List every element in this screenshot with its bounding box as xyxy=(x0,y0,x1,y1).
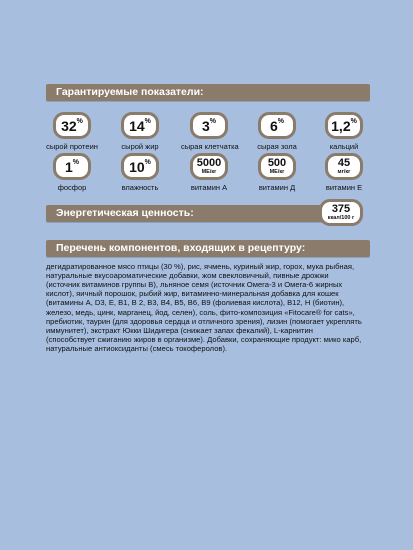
composition-title: Перечень компонентов, входящих в рецептуру: xyxy=(56,242,306,254)
stat-unit: % xyxy=(144,158,151,166)
stat-unit: МЕ/кг xyxy=(201,168,217,175)
stat-unit: % xyxy=(76,117,83,125)
stat-value: 1,2 xyxy=(331,117,351,134)
stat-protein xyxy=(44,112,100,151)
stat-badge xyxy=(258,153,296,180)
stat-vitamin-a xyxy=(181,153,237,192)
stat-label: влажность xyxy=(121,183,159,192)
guarantee-title: Гарантируемые показатели: xyxy=(56,86,204,98)
stat-unit: % xyxy=(144,117,151,125)
stat-fat xyxy=(112,112,168,151)
energy-unit: ккал/100 г xyxy=(327,214,355,221)
stat-unit: % xyxy=(350,117,357,125)
stat-label: витамин Е xyxy=(325,183,363,192)
energy-header-bar xyxy=(46,205,336,222)
stat-badge xyxy=(121,153,159,180)
composition-text: дегидратированное мясо птицы (30 %), рис, ячмень, куриный жир, горох, мука рыбная, натуральные вкусоароматические добавки, жом свекловичный, пивные дрожжи (источник витаминов группы В), льняное семя (источник Омега-3 и Омега-6 жирных кислот), яичный порошок, рыбий жир, витаминно-минеральная добавка для кошек (витамины A, D3, E, B1, B 2, B3, B4, B5, B6, B9 (фолиевая кислота), B12, H (биотин), железо, медь, цинк, марганец, йод, селен), соль, фито-композиция «Fitocare® for cats», пребиотик, таурин (для здоровья сердца и отличного зрения), лизин (помогает укреплять иммунитет), экстракт Юкки Шидигера (снижает запах фекалий), L-карнитин (способствует сжиганию жиров в организме). Добавки, сохраняющие продукт: мико карб, натуральные антиоксиданты (смесь токоферолов). xyxy=(46,262,362,353)
stat-value: 10 xyxy=(129,158,145,175)
stat-value: 6 xyxy=(269,117,278,134)
guarantee-header-bar xyxy=(46,84,370,101)
stat-label: сырой жир xyxy=(121,142,159,151)
stat-badge xyxy=(190,153,228,180)
stat-phosphorus xyxy=(44,153,100,192)
energy-title: Энергетическая ценность: xyxy=(56,207,194,219)
stat-value: 3 xyxy=(201,117,210,134)
stat-badge xyxy=(190,112,228,139)
stat-value: 45 xyxy=(337,156,351,169)
stat-value: 32 xyxy=(61,117,77,134)
stat-ash xyxy=(249,112,305,151)
stat-badge xyxy=(258,112,296,139)
stat-vitamin-e xyxy=(316,153,372,192)
stat-calcium xyxy=(316,112,372,151)
stat-fiber xyxy=(181,112,237,151)
stat-label: сырой протеин xyxy=(46,142,98,151)
stat-badge xyxy=(325,153,363,180)
stat-badge xyxy=(53,112,91,139)
stat-label: фосфор xyxy=(57,183,87,192)
stat-badge xyxy=(325,112,363,139)
stat-label: витамин Д xyxy=(258,183,296,192)
stat-value: 5000 xyxy=(196,156,222,169)
stat-unit: % xyxy=(209,117,217,125)
stat-value: 1 xyxy=(64,158,73,175)
stat-badge xyxy=(53,153,91,180)
stat-badge xyxy=(121,112,159,139)
stat-value: 500 xyxy=(267,156,287,169)
composition-header-bar xyxy=(46,240,370,257)
stat-label: витамин А xyxy=(190,183,228,192)
stat-moisture xyxy=(112,153,168,192)
stat-unit: МЕ/кг xyxy=(269,168,285,175)
energy-badge xyxy=(319,199,363,226)
stat-vitamin-d xyxy=(249,153,305,192)
stat-unit: % xyxy=(277,117,285,125)
stat-value: 14 xyxy=(129,117,145,134)
stat-unit: % xyxy=(72,158,80,166)
stat-unit: мг/кг xyxy=(337,168,351,175)
stat-label: сырая зола xyxy=(257,142,297,151)
stat-label: сырая клетчатка xyxy=(181,142,239,151)
energy-value: 375 xyxy=(331,202,351,215)
stat-label: кальций xyxy=(329,142,359,151)
